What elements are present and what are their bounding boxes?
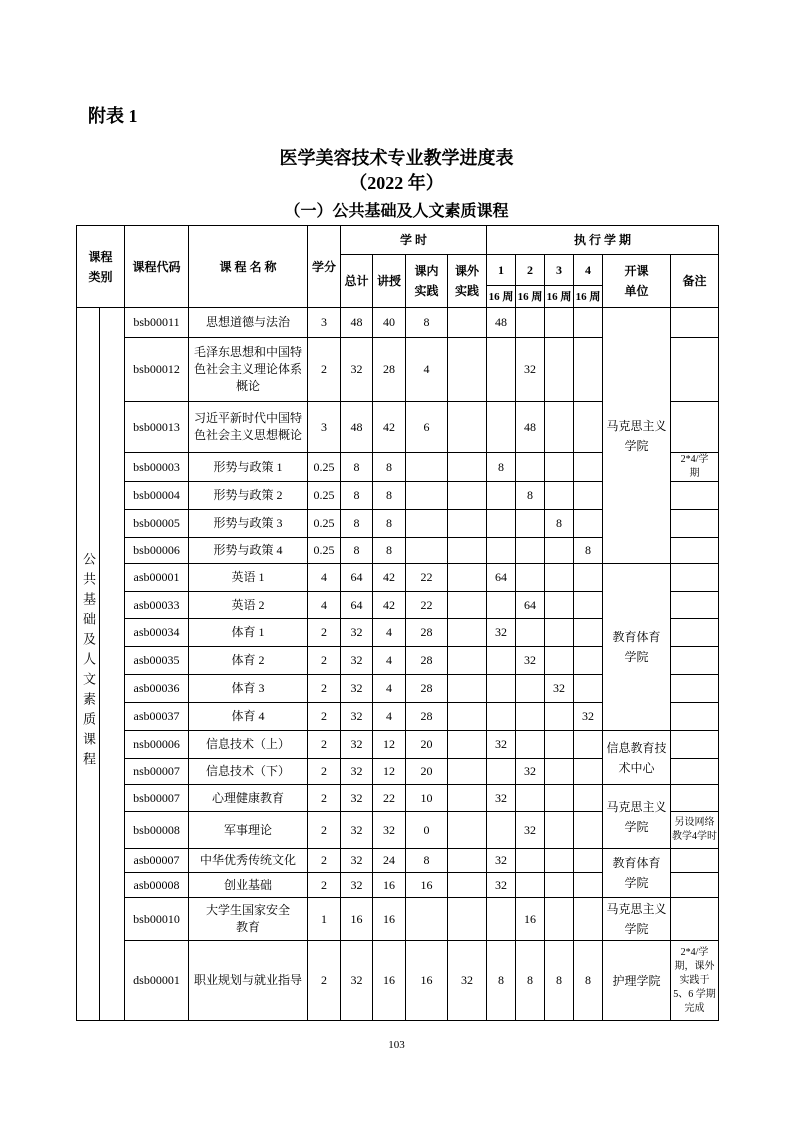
course-name: 体育 3 — [189, 675, 308, 703]
course-name: 英语 2 — [189, 592, 308, 619]
hours-practice-in: 22 — [406, 564, 448, 592]
credit: 2 — [308, 619, 341, 647]
remark — [671, 338, 719, 402]
semester-3-hours — [545, 898, 574, 941]
hours-total: 32 — [341, 703, 373, 731]
semester-2-hours: 48 — [516, 402, 545, 453]
semester-4-hours — [574, 647, 603, 675]
credit: 2 — [308, 759, 341, 785]
course-name: 形势与政策 4 — [189, 538, 308, 564]
credit: 2 — [308, 849, 341, 873]
course-code: asb00036 — [125, 675, 189, 703]
course-code: asb00037 — [125, 703, 189, 731]
header-semester-4: 4 — [574, 255, 603, 286]
subcategory-cell — [100, 308, 125, 1021]
offering-unit: 马克思主义 学院 — [603, 308, 671, 564]
remark — [671, 402, 719, 453]
course-name: 英语 1 — [189, 564, 308, 592]
header-semester-1: 1 — [487, 255, 516, 286]
credit: 0.25 — [308, 482, 341, 510]
semester-1-hours — [487, 812, 516, 849]
semester-4-hours — [574, 308, 603, 338]
semester-1-hours: 32 — [487, 619, 516, 647]
hours-total: 48 — [341, 308, 373, 338]
hours-practice-in: 28 — [406, 675, 448, 703]
hours-practice-out: 32 — [448, 941, 487, 1021]
course-code: bsb00008 — [125, 812, 189, 849]
remark — [671, 510, 719, 538]
semester-4-hours — [574, 453, 603, 482]
credit: 4 — [308, 592, 341, 619]
header-semester-group: 执 行 学 期 — [487, 226, 719, 255]
hours-practice-in — [406, 482, 448, 510]
hours-practice-in: 28 — [406, 703, 448, 731]
header-weeks-3: 16 周 — [545, 286, 574, 308]
course-code: bsb00012 — [125, 338, 189, 402]
semester-3-hours: 8 — [545, 941, 574, 1021]
hours-practice-in: 8 — [406, 849, 448, 873]
hours-total: 8 — [341, 482, 373, 510]
course-code: asb00001 — [125, 564, 189, 592]
hours-practice-in: 6 — [406, 402, 448, 453]
hours-practice-out — [448, 731, 487, 759]
semester-1-hours — [487, 647, 516, 675]
credit: 2 — [308, 812, 341, 849]
header-course-name: 课 程 名 称 — [189, 226, 308, 308]
semester-4-hours: 8 — [574, 941, 603, 1021]
credit: 2 — [308, 731, 341, 759]
hours-lecture: 12 — [373, 731, 406, 759]
category-cell — [77, 308, 100, 1021]
header-category: 课程 类别 — [77, 226, 125, 308]
header-weeks-1: 16 周 — [487, 286, 516, 308]
semester-1-hours — [487, 675, 516, 703]
semester-4-hours — [574, 592, 603, 619]
semester-1-hours — [487, 898, 516, 941]
semester-4-hours — [574, 675, 603, 703]
semester-4-hours — [574, 482, 603, 510]
semester-1-hours: 48 — [487, 308, 516, 338]
course-name: 毛泽东思想和中国特 色社会主义理论体系 概论 — [189, 338, 308, 402]
semester-3-hours — [545, 812, 574, 849]
remark — [671, 898, 719, 941]
remark — [671, 785, 719, 812]
semester-1-hours — [487, 703, 516, 731]
semester-4-hours — [574, 873, 603, 898]
hours-total: 48 — [341, 402, 373, 453]
semester-1-hours: 64 — [487, 564, 516, 592]
semester-1-hours: 32 — [487, 785, 516, 812]
hours-practice-out — [448, 564, 487, 592]
hours-practice-in: 16 — [406, 873, 448, 898]
course-name: 心理健康教育 — [189, 785, 308, 812]
semester-4-hours — [574, 731, 603, 759]
semester-4-hours — [574, 402, 603, 453]
semester-2-hours: 32 — [516, 338, 545, 402]
header-credit: 学分 — [308, 226, 341, 308]
header-weeks-2: 16 周 — [516, 286, 545, 308]
remark — [671, 308, 719, 338]
hours-lecture: 8 — [373, 510, 406, 538]
semester-1-hours — [487, 510, 516, 538]
course-name: 习近平新时代中国特 色社会主义思想概论 — [189, 402, 308, 453]
semester-3-hours — [545, 759, 574, 785]
remark — [671, 482, 719, 510]
credit: 0.25 — [308, 453, 341, 482]
credit: 4 — [308, 564, 341, 592]
hours-practice-in: 20 — [406, 759, 448, 785]
course-name: 信息技术（下） — [189, 759, 308, 785]
semester-2-hours: 32 — [516, 647, 545, 675]
hours-lecture: 4 — [373, 675, 406, 703]
course-code: asb00007 — [125, 849, 189, 873]
credit: 2 — [308, 675, 341, 703]
header-semester-2: 2 — [516, 255, 545, 286]
hours-lecture: 22 — [373, 785, 406, 812]
remark — [671, 592, 719, 619]
semester-4-hours: 32 — [574, 703, 603, 731]
semester-4-hours: 8 — [574, 538, 603, 564]
credit: 0.25 — [308, 538, 341, 564]
credit: 2 — [308, 941, 341, 1021]
hours-practice-in — [406, 898, 448, 941]
hours-total: 32 — [341, 731, 373, 759]
header-offering-unit: 开课 单位 — [603, 255, 671, 308]
course-code: bsb00013 — [125, 402, 189, 453]
hours-lecture: 12 — [373, 759, 406, 785]
course-code: nsb00006 — [125, 731, 189, 759]
hours-practice-out — [448, 812, 487, 849]
semester-4-hours — [574, 564, 603, 592]
hours-practice-out — [448, 453, 487, 482]
hours-lecture: 8 — [373, 538, 406, 564]
hours-total: 32 — [341, 873, 373, 898]
semester-2-hours — [516, 510, 545, 538]
course-code: dsb00001 — [125, 941, 189, 1021]
credit: 2 — [308, 873, 341, 898]
course-name: 体育 2 — [189, 647, 308, 675]
credit: 3 — [308, 308, 341, 338]
course-name: 大学生国家安全 教育 — [189, 898, 308, 941]
semester-3-hours — [545, 402, 574, 453]
table-row — [77, 308, 719, 338]
semester-2-hours — [516, 703, 545, 731]
offering-unit: 信息教育技 术中心 — [603, 731, 671, 785]
hours-lecture: 16 — [373, 898, 406, 941]
course-code: bsb00004 — [125, 482, 189, 510]
semester-4-hours — [574, 338, 603, 402]
semester-4-hours — [574, 619, 603, 647]
semester-1-hours — [487, 538, 516, 564]
hours-lecture: 40 — [373, 308, 406, 338]
semester-3-hours — [545, 849, 574, 873]
course-code: bsb00006 — [125, 538, 189, 564]
hours-practice-in — [406, 510, 448, 538]
semester-3-hours — [545, 538, 574, 564]
hours-total: 32 — [341, 759, 373, 785]
semester-2-hours: 16 — [516, 898, 545, 941]
semester-2-hours: 8 — [516, 482, 545, 510]
header-hours-lecture: 讲授 — [373, 255, 406, 308]
remark: 2*4/学 期，课外 实践于 5、6 学期 完成 — [671, 941, 719, 1021]
hours-lecture: 8 — [373, 453, 406, 482]
hours-practice-out — [448, 759, 487, 785]
remark — [671, 647, 719, 675]
hours-lecture: 4 — [373, 703, 406, 731]
semester-2-hours — [516, 308, 545, 338]
hours-practice-in: 28 — [406, 619, 448, 647]
hours-practice-out — [448, 785, 487, 812]
hours-practice-out — [448, 849, 487, 873]
table-row — [77, 849, 719, 873]
offering-unit: 教育体育 学院 — [603, 564, 671, 731]
credit: 1 — [308, 898, 341, 941]
course-name: 形势与政策 3 — [189, 510, 308, 538]
course-name: 信息技术（上） — [189, 731, 308, 759]
hours-practice-in: 10 — [406, 785, 448, 812]
semester-3-hours — [545, 785, 574, 812]
hours-practice-in: 20 — [406, 731, 448, 759]
page-number: 103 — [388, 1039, 405, 1051]
semester-2-hours — [516, 619, 545, 647]
course-code: bsb00003 — [125, 453, 189, 482]
table-row — [77, 785, 719, 812]
semester-3-hours: 32 — [545, 675, 574, 703]
semester-3-hours — [545, 731, 574, 759]
hours-practice-out — [448, 592, 487, 619]
course-code: nsb00007 — [125, 759, 189, 785]
semester-3-hours — [545, 482, 574, 510]
semester-2-hours — [516, 675, 545, 703]
remark — [671, 731, 719, 759]
hours-total: 32 — [341, 675, 373, 703]
section-heading: （一）公共基础及人文素质课程 — [284, 203, 509, 220]
hours-total: 32 — [341, 849, 373, 873]
semester-3-hours — [545, 703, 574, 731]
semester-2-hours — [516, 849, 545, 873]
header-weeks-4: 16 周 — [574, 286, 603, 308]
hours-practice-out — [448, 619, 487, 647]
offering-unit: 教育体育 学院 — [603, 849, 671, 898]
semester-2-hours — [516, 564, 545, 592]
semester-1-hours — [487, 759, 516, 785]
hours-lecture: 16 — [373, 941, 406, 1021]
semester-2-hours — [516, 731, 545, 759]
hours-practice-out — [448, 482, 487, 510]
semester-1-hours: 32 — [487, 849, 516, 873]
hours-lecture: 4 — [373, 647, 406, 675]
header-remark: 备注 — [671, 255, 719, 308]
hours-lecture: 42 — [373, 402, 406, 453]
offering-unit: 护理学院 — [603, 941, 671, 1021]
hours-practice-in: 22 — [406, 592, 448, 619]
semester-2-hours — [516, 873, 545, 898]
header-hours-group: 学 时 — [341, 226, 487, 255]
hours-total: 64 — [341, 564, 373, 592]
remark — [671, 619, 719, 647]
hours-practice-out — [448, 647, 487, 675]
course-name: 军事理论 — [189, 812, 308, 849]
credit: 2 — [308, 647, 341, 675]
schedule-table — [76, 225, 719, 1021]
hours-practice-in — [406, 453, 448, 482]
hours-practice-in: 28 — [406, 647, 448, 675]
hours-total: 32 — [341, 941, 373, 1021]
semester-4-hours — [574, 898, 603, 941]
remark — [671, 538, 719, 564]
credit: 2 — [308, 338, 341, 402]
semester-3-hours — [545, 564, 574, 592]
credit: 3 — [308, 402, 341, 453]
course-name: 中华优秀传统文化 — [189, 849, 308, 873]
course-name: 体育 1 — [189, 619, 308, 647]
credit: 2 — [308, 785, 341, 812]
course-code: asb00033 — [125, 592, 189, 619]
course-code: bsb00005 — [125, 510, 189, 538]
course-name: 创业基础 — [189, 873, 308, 898]
hours-lecture: 24 — [373, 849, 406, 873]
course-name: 形势与政策 1 — [189, 453, 308, 482]
semester-3-hours — [545, 873, 574, 898]
schedule-body — [77, 308, 719, 1021]
semester-3-hours: 8 — [545, 510, 574, 538]
category-label: 公共基础及人文素质课程 — [81, 551, 96, 772]
hours-total: 8 — [341, 538, 373, 564]
header-practice-in: 课内 实践 — [406, 255, 448, 308]
course-code: bsb00010 — [125, 898, 189, 941]
table-row — [77, 898, 719, 941]
hours-practice-in: 0 — [406, 812, 448, 849]
header-hours-total: 总计 — [341, 255, 373, 308]
course-code: bsb00011 — [125, 308, 189, 338]
semester-4-hours — [574, 785, 603, 812]
hours-total: 32 — [341, 338, 373, 402]
hours-total: 32 — [341, 812, 373, 849]
semester-4-hours — [574, 759, 603, 785]
semester-1-hours: 32 — [487, 731, 516, 759]
semester-2-hours: 32 — [516, 812, 545, 849]
remark — [671, 564, 719, 592]
hours-lecture: 28 — [373, 338, 406, 402]
semester-2-hours: 64 — [516, 592, 545, 619]
remark — [671, 849, 719, 873]
course-code: bsb00007 — [125, 785, 189, 812]
hours-practice-in: 16 — [406, 941, 448, 1021]
hours-practice-out — [448, 338, 487, 402]
semester-1-hours — [487, 482, 516, 510]
appendix-label: 附表 1 — [88, 106, 138, 126]
hours-total: 8 — [341, 510, 373, 538]
remark: 另设网络 教学4学时 — [671, 812, 719, 849]
table-row — [77, 941, 719, 1021]
semester-3-hours — [545, 592, 574, 619]
hours-practice-out — [448, 873, 487, 898]
hours-lecture: 8 — [373, 482, 406, 510]
table-row — [77, 731, 719, 759]
semester-4-hours — [574, 812, 603, 849]
course-name: 思想道德与法治 — [189, 308, 308, 338]
offering-unit: 马克思主义 学院 — [603, 785, 671, 849]
semester-2-hours: 8 — [516, 941, 545, 1021]
remark — [671, 759, 719, 785]
course-name: 职业规划与就业指导 — [189, 941, 308, 1021]
semester-3-hours — [545, 308, 574, 338]
course-name: 体育 4 — [189, 703, 308, 731]
semester-1-hours — [487, 592, 516, 619]
header-row — [77, 226, 719, 255]
credit: 0.25 — [308, 510, 341, 538]
hours-practice-in — [406, 538, 448, 564]
semester-4-hours — [574, 849, 603, 873]
header-course-code: 课程代码 — [125, 226, 189, 308]
table-row — [77, 564, 719, 592]
hours-practice-in: 8 — [406, 308, 448, 338]
course-code: asb00034 — [125, 619, 189, 647]
semester-2-hours — [516, 453, 545, 482]
document-title: 医学美容技术专业教学进度表 — [279, 148, 514, 168]
remark — [671, 675, 719, 703]
offering-unit: 马克思主义 学院 — [603, 898, 671, 941]
semester-1-hours: 8 — [487, 453, 516, 482]
hours-total: 16 — [341, 898, 373, 941]
hours-total: 8 — [341, 453, 373, 482]
course-name: 形势与政策 2 — [189, 482, 308, 510]
hours-total: 32 — [341, 785, 373, 812]
semester-2-hours: 32 — [516, 759, 545, 785]
course-code: asb00008 — [125, 873, 189, 898]
remark — [671, 873, 719, 898]
remark: 2*4/学 期 — [671, 453, 719, 482]
hours-practice-out — [448, 675, 487, 703]
hours-lecture: 42 — [373, 564, 406, 592]
hours-practice-out — [448, 703, 487, 731]
semester-4-hours — [574, 510, 603, 538]
hours-total: 32 — [341, 619, 373, 647]
hours-practice-out — [448, 308, 487, 338]
semester-2-hours — [516, 785, 545, 812]
document-year: （2022 年） — [349, 173, 444, 193]
semester-2-hours — [516, 538, 545, 564]
remark — [671, 703, 719, 731]
hours-lecture: 32 — [373, 812, 406, 849]
semester-1-hours — [487, 338, 516, 402]
hours-lecture: 16 — [373, 873, 406, 898]
hours-practice-out — [448, 510, 487, 538]
semester-1-hours: 8 — [487, 941, 516, 1021]
semester-1-hours: 32 — [487, 873, 516, 898]
hours-practice-out — [448, 538, 487, 564]
hours-practice-out — [448, 402, 487, 453]
hours-practice-in: 4 — [406, 338, 448, 402]
hours-practice-out — [448, 898, 487, 941]
semester-3-hours — [545, 453, 574, 482]
hours-total: 64 — [341, 592, 373, 619]
header-semester-3: 3 — [545, 255, 574, 286]
semester-1-hours — [487, 402, 516, 453]
hours-lecture: 4 — [373, 619, 406, 647]
semester-3-hours — [545, 338, 574, 402]
course-code: asb00035 — [125, 647, 189, 675]
semester-3-hours — [545, 619, 574, 647]
semester-3-hours — [545, 647, 574, 675]
hours-total: 32 — [341, 647, 373, 675]
credit: 2 — [308, 703, 341, 731]
hours-lecture: 42 — [373, 592, 406, 619]
header-practice-out: 课外 实践 — [448, 255, 487, 308]
